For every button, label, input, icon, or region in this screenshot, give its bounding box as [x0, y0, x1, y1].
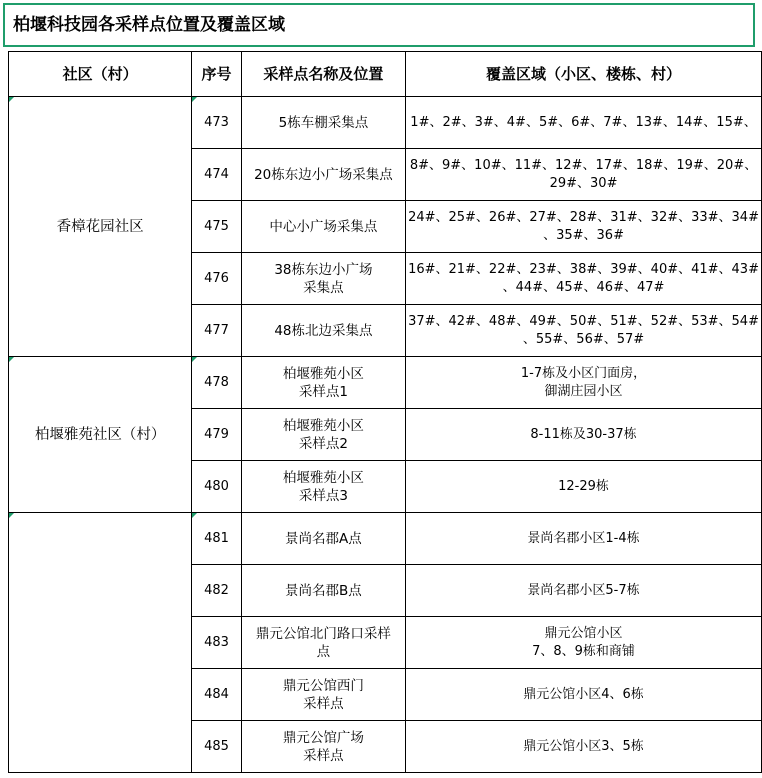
table-body: [9, 97, 762, 773]
coverage-text: 1#、2#、3#、4#、5#、6#、7#、13#、14#、15#、: [410, 114, 757, 130]
site-cell[interactable]: [241, 149, 405, 201]
site-cell[interactable]: [241, 565, 405, 617]
seq-value: 476: [204, 270, 229, 286]
coverage-cell[interactable]: [406, 617, 762, 669]
coverage-text: 24#、25#、26#、27#、28#、31#、32#、33#、34#: [408, 209, 759, 225]
seq-cell[interactable]: [192, 565, 241, 617]
seq-cell[interactable]: [192, 409, 241, 461]
cell-marker-icon: [192, 97, 197, 102]
coverage-text: 、55#、56#、57#: [522, 331, 645, 347]
coverage-cell[interactable]: [406, 357, 762, 409]
coverage-text: 鼎元公馆小区: [544, 625, 623, 641]
sampling-table: [8, 51, 762, 773]
coverage-text: 16#、21#、22#、23#、38#、39#、40#、41#、43#: [408, 261, 759, 277]
site-name: 采样点3: [298, 487, 348, 504]
site-name: 5栋车棚采集点: [278, 114, 369, 131]
site-cell[interactable]: [241, 97, 405, 149]
community-cell[interactable]: [9, 513, 192, 773]
coverage-cell[interactable]: [406, 721, 762, 773]
coverage-cell[interactable]: [406, 669, 762, 721]
header-row: [9, 52, 762, 97]
site-name: 鼎元公馆西门: [282, 677, 364, 694]
coverage-text: 12-29栋: [558, 478, 609, 494]
site-cell[interactable]: [241, 357, 405, 409]
seq-value: 483: [204, 634, 229, 650]
community-name: 柏堰雅苑社区（村）: [34, 426, 166, 443]
site-name: 柏堰雅苑小区: [282, 417, 364, 434]
site-name: 点: [316, 643, 331, 660]
seq-value: 480: [204, 478, 229, 494]
coverage-cell[interactable]: [406, 253, 762, 305]
seq-cell[interactable]: [192, 149, 241, 201]
cell-marker-icon: [192, 357, 197, 362]
table-row: [9, 357, 762, 409]
table-row: [9, 97, 762, 149]
coverage-cell[interactable]: [406, 305, 762, 357]
site-cell[interactable]: [241, 305, 405, 357]
site-name: 景尚名郡A点: [285, 530, 362, 547]
coverage-text: 鼎元公馆小区4、6栋: [523, 686, 644, 702]
site-name: 采样点2: [298, 435, 348, 452]
seq-cell[interactable]: [192, 305, 241, 357]
seq-cell[interactable]: [192, 357, 241, 409]
seq-value: 475: [204, 218, 229, 234]
coverage-text: 7、8、9栋和商铺: [532, 643, 635, 659]
cell-marker-icon: [9, 513, 14, 518]
coverage-cell[interactable]: [406, 97, 762, 149]
site-cell[interactable]: [241, 409, 405, 461]
site-name: 采样点: [303, 747, 344, 764]
seq-cell[interactable]: [192, 669, 241, 721]
coverage-cell[interactable]: [406, 513, 762, 565]
table-row: [9, 513, 762, 565]
coverage-text: 、35#、36#: [543, 227, 624, 243]
cell-marker-icon: [192, 513, 197, 518]
seq-cell[interactable]: [192, 461, 241, 513]
header-coverage[interactable]: 覆盖区域（小区、楼栋、村）: [406, 52, 762, 97]
coverage-text: 景尚名郡小区5-7栋: [527, 582, 640, 598]
site-name: 采集点: [303, 279, 344, 296]
site-name: 中心小广场采集点: [269, 218, 378, 235]
coverage-cell[interactable]: [406, 149, 762, 201]
site-name: 20栋东边小广场采集点: [254, 166, 393, 183]
seq-cell[interactable]: [192, 201, 241, 253]
seq-value: 477: [204, 322, 229, 338]
site-name: 鼎元公馆广场: [282, 729, 364, 746]
seq-value: 478: [204, 374, 229, 390]
site-cell[interactable]: [241, 253, 405, 305]
site-name: 柏堰雅苑小区: [282, 365, 364, 382]
community-name: 香樟花园社区: [56, 218, 144, 235]
header-site[interactable]: 采样点名称及位置: [241, 52, 405, 97]
coverage-cell[interactable]: [406, 201, 762, 253]
seq-value: 484: [204, 686, 229, 702]
header-seq[interactable]: 序号: [192, 52, 241, 97]
coverage-text: 景尚名郡小区1-4栋: [527, 530, 640, 546]
coverage-text: 29#、30#: [549, 175, 618, 191]
community-cell[interactable]: [9, 97, 192, 357]
site-cell[interactable]: [241, 721, 405, 773]
site-cell[interactable]: [241, 201, 405, 253]
seq-value: 481: [204, 530, 229, 546]
coverage-cell[interactable]: [406, 409, 762, 461]
seq-value: 485: [204, 738, 229, 754]
seq-value: 482: [204, 582, 229, 598]
seq-cell[interactable]: [192, 97, 241, 149]
site-name: 38栋东边小广场: [274, 261, 373, 278]
cell-marker-icon: [9, 97, 14, 102]
coverage-text: 、44#、45#、46#、47#: [502, 279, 665, 295]
seq-value: 474: [204, 166, 229, 182]
coverage-cell[interactable]: [406, 461, 762, 513]
seq-value: 479: [204, 426, 229, 442]
coverage-cell[interactable]: [406, 565, 762, 617]
site-name: 景尚名郡B点: [285, 582, 362, 599]
site-name: 柏堰雅苑小区: [282, 469, 364, 486]
seq-value: 473: [204, 114, 229, 130]
header-community[interactable]: 社区（村）: [9, 52, 192, 97]
community-cell[interactable]: [9, 357, 192, 513]
site-cell[interactable]: [241, 669, 405, 721]
coverage-text: 8-11栋及30-37栋: [530, 426, 637, 442]
site-name: 48栋北边采集点: [274, 322, 373, 339]
page-title[interactable]: 柏堰科技园各采样点位置及覆盖区域: [3, 3, 755, 47]
coverage-text: 御湖庄园小区: [544, 383, 623, 399]
cell-marker-icon: [9, 357, 14, 362]
site-name: 鼎元公馆北门路口采样: [255, 625, 391, 642]
coverage-text: 8#、9#、10#、11#、12#、17#、18#、19#、20#、: [409, 157, 758, 173]
site-name: 采样点1: [298, 383, 348, 400]
seq-cell[interactable]: [192, 617, 241, 669]
site-cell[interactable]: [241, 461, 405, 513]
coverage-text: 1-7栋及小区门面房，: [520, 365, 647, 381]
coverage-text: 鼎元公馆小区3、5栋: [523, 738, 644, 754]
site-name: 采样点: [303, 695, 344, 712]
seq-cell[interactable]: [192, 253, 241, 305]
site-cell[interactable]: [241, 617, 405, 669]
coverage-text: 37#、42#、48#、49#、50#、51#、52#、53#、54#: [408, 313, 759, 329]
seq-cell[interactable]: [192, 513, 241, 565]
site-cell[interactable]: [241, 513, 405, 565]
seq-cell[interactable]: [192, 721, 241, 773]
